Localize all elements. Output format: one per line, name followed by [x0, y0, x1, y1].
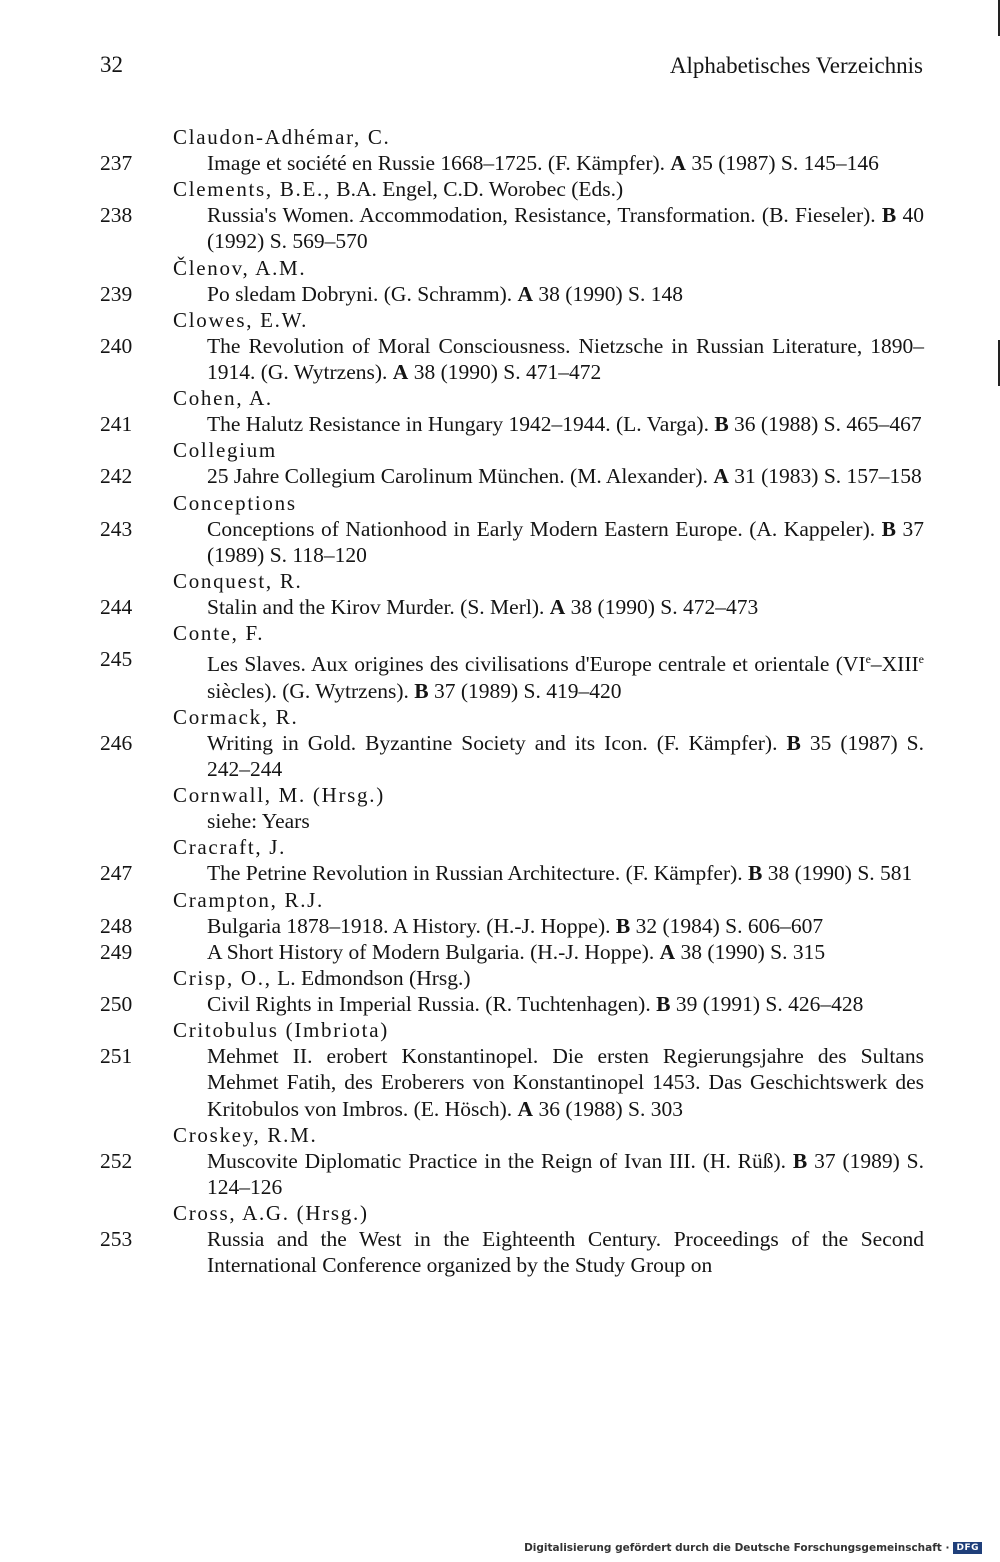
journal-series-letter: A [392, 360, 409, 385]
author-name: Cross, A.G. (Hrsg.) [173, 1201, 369, 1226]
entry-work [0, 939, 924, 965]
entry-author [0, 1200, 1000, 1226]
entry-author [0, 568, 1000, 594]
citation-text: The Halutz Resistance in Hungary 1942–1944. (L. Varga). [207, 412, 715, 437]
entry-author [0, 965, 1000, 991]
entry-work [0, 333, 924, 385]
entry-author [0, 176, 1000, 202]
journal-series-letter: B [414, 678, 429, 703]
citation-text: 38 (1990) S. 471–472 [408, 360, 602, 385]
journal-series-letter: B [748, 861, 763, 886]
entry-author [0, 834, 1000, 860]
work-citation [207, 991, 924, 1017]
entry-work [0, 463, 924, 489]
journal-series-letter: B [881, 203, 897, 228]
citation-text: Civil Rights in Imperial Russia. (R. Tuchtenhagen). [207, 992, 657, 1017]
page-number: 32 [100, 52, 123, 77]
author-name: Cohen, A. [173, 386, 273, 411]
entry-work [0, 646, 924, 704]
credit-text: Digitalisierung gefördert durch die Deutsche Forschungsgemeinschaft · [524, 1542, 950, 1554]
entry-author [0, 437, 1000, 463]
superscript: e [865, 652, 871, 667]
entry-work [0, 808, 924, 834]
citation-text: Po sledam Dobryni. (G. Schramm). [207, 281, 518, 306]
citation-text: Muscovite Diplomatic Practice in the Reign of Ivan III. (H. Rüß). [207, 1148, 793, 1173]
work-citation [207, 594, 924, 620]
author-name: Clements, B.E., [173, 177, 331, 202]
citation-text: Conceptions of Nationhood in Early Modern Eastern Europe. (A. Kappeler). [207, 516, 882, 541]
citation-text: 39 (1991) S. 426–428 [670, 992, 864, 1017]
bibliography-entry [0, 620, 1000, 704]
entry-number: 239 [100, 281, 133, 306]
entry-author [0, 887, 1000, 913]
author-name: Croskey, R.M. [173, 1122, 318, 1147]
journal-series-letter: B [792, 1148, 808, 1173]
citation-text: Russia and the West in the Eighteenth Century. Proceedings of the Second International Conference organized by the Study Group on [207, 1227, 924, 1278]
entry-author [0, 620, 1000, 646]
entry-work [0, 150, 924, 176]
running-head: Alphabetisches Verzeichnis [669, 53, 923, 78]
author-name: Conte, F. [173, 621, 265, 646]
work-citation [207, 202, 924, 254]
author-name: Cornwall, M. (Hrsg.) [173, 783, 385, 808]
entry-work [0, 1043, 924, 1122]
author-name: Critobulus (Imbriota) [173, 1018, 389, 1043]
entry-author [0, 307, 1000, 333]
bibliography-entry [0, 437, 1000, 489]
entry-author [0, 704, 1000, 730]
entry-number: 241 [100, 412, 133, 437]
work-citation [207, 939, 924, 965]
author-name: Conquest, R. [173, 569, 303, 594]
entry-work [0, 594, 924, 620]
citation-text: 38 (1990) S. 581 [762, 861, 913, 886]
bibliography-entry [0, 176, 1000, 254]
journal-series-letter: B [656, 992, 671, 1017]
entry-number: 252 [100, 1148, 133, 1173]
citation-text: 40 (1992) S. 569–570 [207, 203, 924, 254]
work-citation [207, 913, 924, 939]
author-name: Collegium [173, 438, 277, 463]
author-name: Členov, A.M. [173, 255, 307, 280]
entry-work [0, 991, 924, 1017]
journal-series-letter: B [615, 913, 631, 938]
bibliography-entry [0, 965, 1000, 1017]
citation-text: Mehmet II. erobert Konstantinopel. Die ersten Regierungsjahre des Sultans Mehmet Fatih, des Eroberers von Konstantinopel 1453. Das Geschichtswerk des Kritobulos von Imbros. (E. Hösch). [207, 1044, 924, 1121]
citation-text: siehe: Years [207, 809, 310, 834]
author-name: Conceptions [173, 490, 297, 515]
entry-number: 237 [100, 151, 133, 175]
citation-text: Stalin and the Kirov Murder. (S. Merl). [207, 595, 550, 620]
work-citation [207, 150, 924, 176]
entry-number: 244 [100, 595, 133, 620]
work-citation [207, 411, 924, 437]
bibliography-entry [0, 1200, 1000, 1278]
entry-author [0, 255, 1000, 281]
bibliography-entry [0, 307, 1000, 385]
journal-series-letter: B [881, 516, 896, 541]
author-name: Crampton, R.J. [173, 887, 324, 912]
dfg-logo: DFG [953, 1542, 982, 1554]
entry-work [0, 913, 924, 939]
citation-text: 38 (1990) S. 315 [675, 939, 826, 964]
entry-number: 242 [100, 464, 133, 489]
entry-author [0, 1122, 1000, 1148]
digitization-credit [524, 1542, 982, 1554]
citation-text: 36 (1988) S. 303 [533, 1096, 683, 1121]
journal-series-letter: A [517, 1096, 534, 1121]
entry-number: 250 [100, 992, 133, 1017]
entry-work [0, 516, 924, 568]
entry-work [0, 1148, 924, 1200]
bibliography-entry [0, 568, 1000, 620]
work-citation [207, 1226, 924, 1278]
journal-series-letter: B [786, 730, 801, 755]
work-citation [207, 730, 924, 782]
superscript: e [918, 652, 924, 667]
entry-number: 243 [100, 516, 133, 541]
bibliography-entry [0, 1017, 1000, 1122]
citation-text: Bulgaria 1878–1918. A History. (H.-J. Hoppe). [207, 913, 616, 938]
citation-text: 38 (1990) S. 148 [533, 281, 683, 306]
entry-number: 247 [100, 861, 133, 886]
work-citation [207, 333, 924, 385]
co-authors: L. Edmondson (Hrsg.) [271, 966, 471, 991]
bibliography-entry [0, 255, 1000, 307]
bibliography-entry [0, 887, 1000, 965]
entry-list [0, 124, 1000, 1279]
author-name: Claudon-Adhémar, C. [173, 125, 391, 149]
entry-author [0, 490, 1000, 516]
work-citation [207, 281, 924, 307]
journal-series-letter: B [714, 412, 729, 437]
bibliography-entry [0, 834, 1000, 886]
entry-work [0, 411, 924, 437]
co-authors: B.A. Engel, C.D. Worobec (Eds.) [330, 177, 624, 202]
citation-text: The Revolution of Moral Consciousness. Nietzsche in Russian Literature, 1890–1914. (G. Wytrzens). [207, 333, 924, 385]
entry-author [0, 1017, 1000, 1043]
entry-author [0, 782, 1000, 808]
entry-number: 238 [100, 203, 133, 228]
citation-text: Les Slaves. Aux origines des civilisations d'Europe centrale et orientale (VI [207, 652, 866, 677]
entry-number: 251 [100, 1044, 133, 1069]
work-citation [207, 808, 924, 834]
work-citation [207, 860, 924, 886]
entry-number: 249 [100, 939, 133, 964]
bibliography-entry [0, 704, 1000, 782]
citation-text: 31 (1983) S. 157–158 [728, 464, 922, 489]
journal-series-letter: A [713, 464, 729, 489]
citation-text: The Petrine Revolution in Russian Architecture. (F. Kämpfer). [207, 861, 749, 886]
entry-work [0, 730, 924, 782]
citation-text: Russia's Women. Accommodation, Resistance, Transformation. (B. Fieseler). [207, 203, 882, 228]
work-citation [207, 646, 924, 704]
citation-text: Image et société en Russie 1668–1725. (F. Kämpfer). [207, 151, 671, 175]
work-citation [207, 516, 924, 568]
citation-text: 35 (1987) S. 145–146 [685, 151, 879, 175]
journal-series-letter: A [549, 595, 566, 620]
journal-series-letter: A [659, 939, 676, 964]
work-citation [207, 1148, 924, 1200]
entry-work [0, 281, 924, 307]
citation-text: 35 (1987) S. 242–244 [207, 730, 924, 781]
bibliography-entry [0, 124, 1000, 176]
entry-number: 245 [100, 647, 133, 672]
entry-number: 248 [100, 913, 133, 938]
citation-text: –XIII [870, 652, 919, 677]
entry-number: 240 [100, 333, 133, 358]
citation-text: A Short History of Modern Bulgaria. (H.-J. Hoppe). [207, 939, 660, 964]
journal-series-letter: A [670, 151, 686, 175]
author-name: Cormack, R. [173, 704, 299, 729]
work-citation [207, 1043, 924, 1122]
bibliography-entry [0, 782, 1000, 834]
entry-author [0, 124, 1000, 150]
bibliography-entry [0, 490, 1000, 568]
author-name: Cracraft, J. [173, 835, 287, 860]
citation-text: 37 (1989) S. 419–420 [428, 678, 622, 703]
citation-text: 36 (1988) S. 465–467 [728, 412, 922, 437]
entry-author [0, 385, 1000, 411]
citation-text: 25 Jahre Collegium Carolinum München. (M. Alexander). [207, 464, 714, 489]
author-name: Clowes, E.W. [173, 307, 309, 332]
journal-series-letter: A [517, 281, 534, 306]
entry-work [0, 1226, 924, 1278]
citation-text: 32 (1984) S. 606–607 [630, 913, 824, 938]
entry-work [0, 860, 924, 886]
entry-number: 246 [100, 730, 133, 755]
citation-text: Writing in Gold. Byzantine Society and its Icon. (F. Kämpfer). [207, 730, 787, 755]
citation-text: 37 (1989) S. 118–120 [207, 516, 924, 567]
citation-text: 38 (1990) S. 472–473 [565, 595, 759, 620]
entry-number: 253 [100, 1227, 133, 1252]
bibliography-entry [0, 385, 1000, 437]
citation-text: 37 (1989) S. 124–126 [207, 1148, 924, 1200]
author-name: Crisp, O., [173, 966, 272, 991]
work-citation [207, 463, 924, 489]
entry-work [0, 202, 924, 254]
bibliography-entry [0, 1122, 1000, 1200]
citation-text: siècles). (G. Wytrzens). [207, 678, 415, 703]
